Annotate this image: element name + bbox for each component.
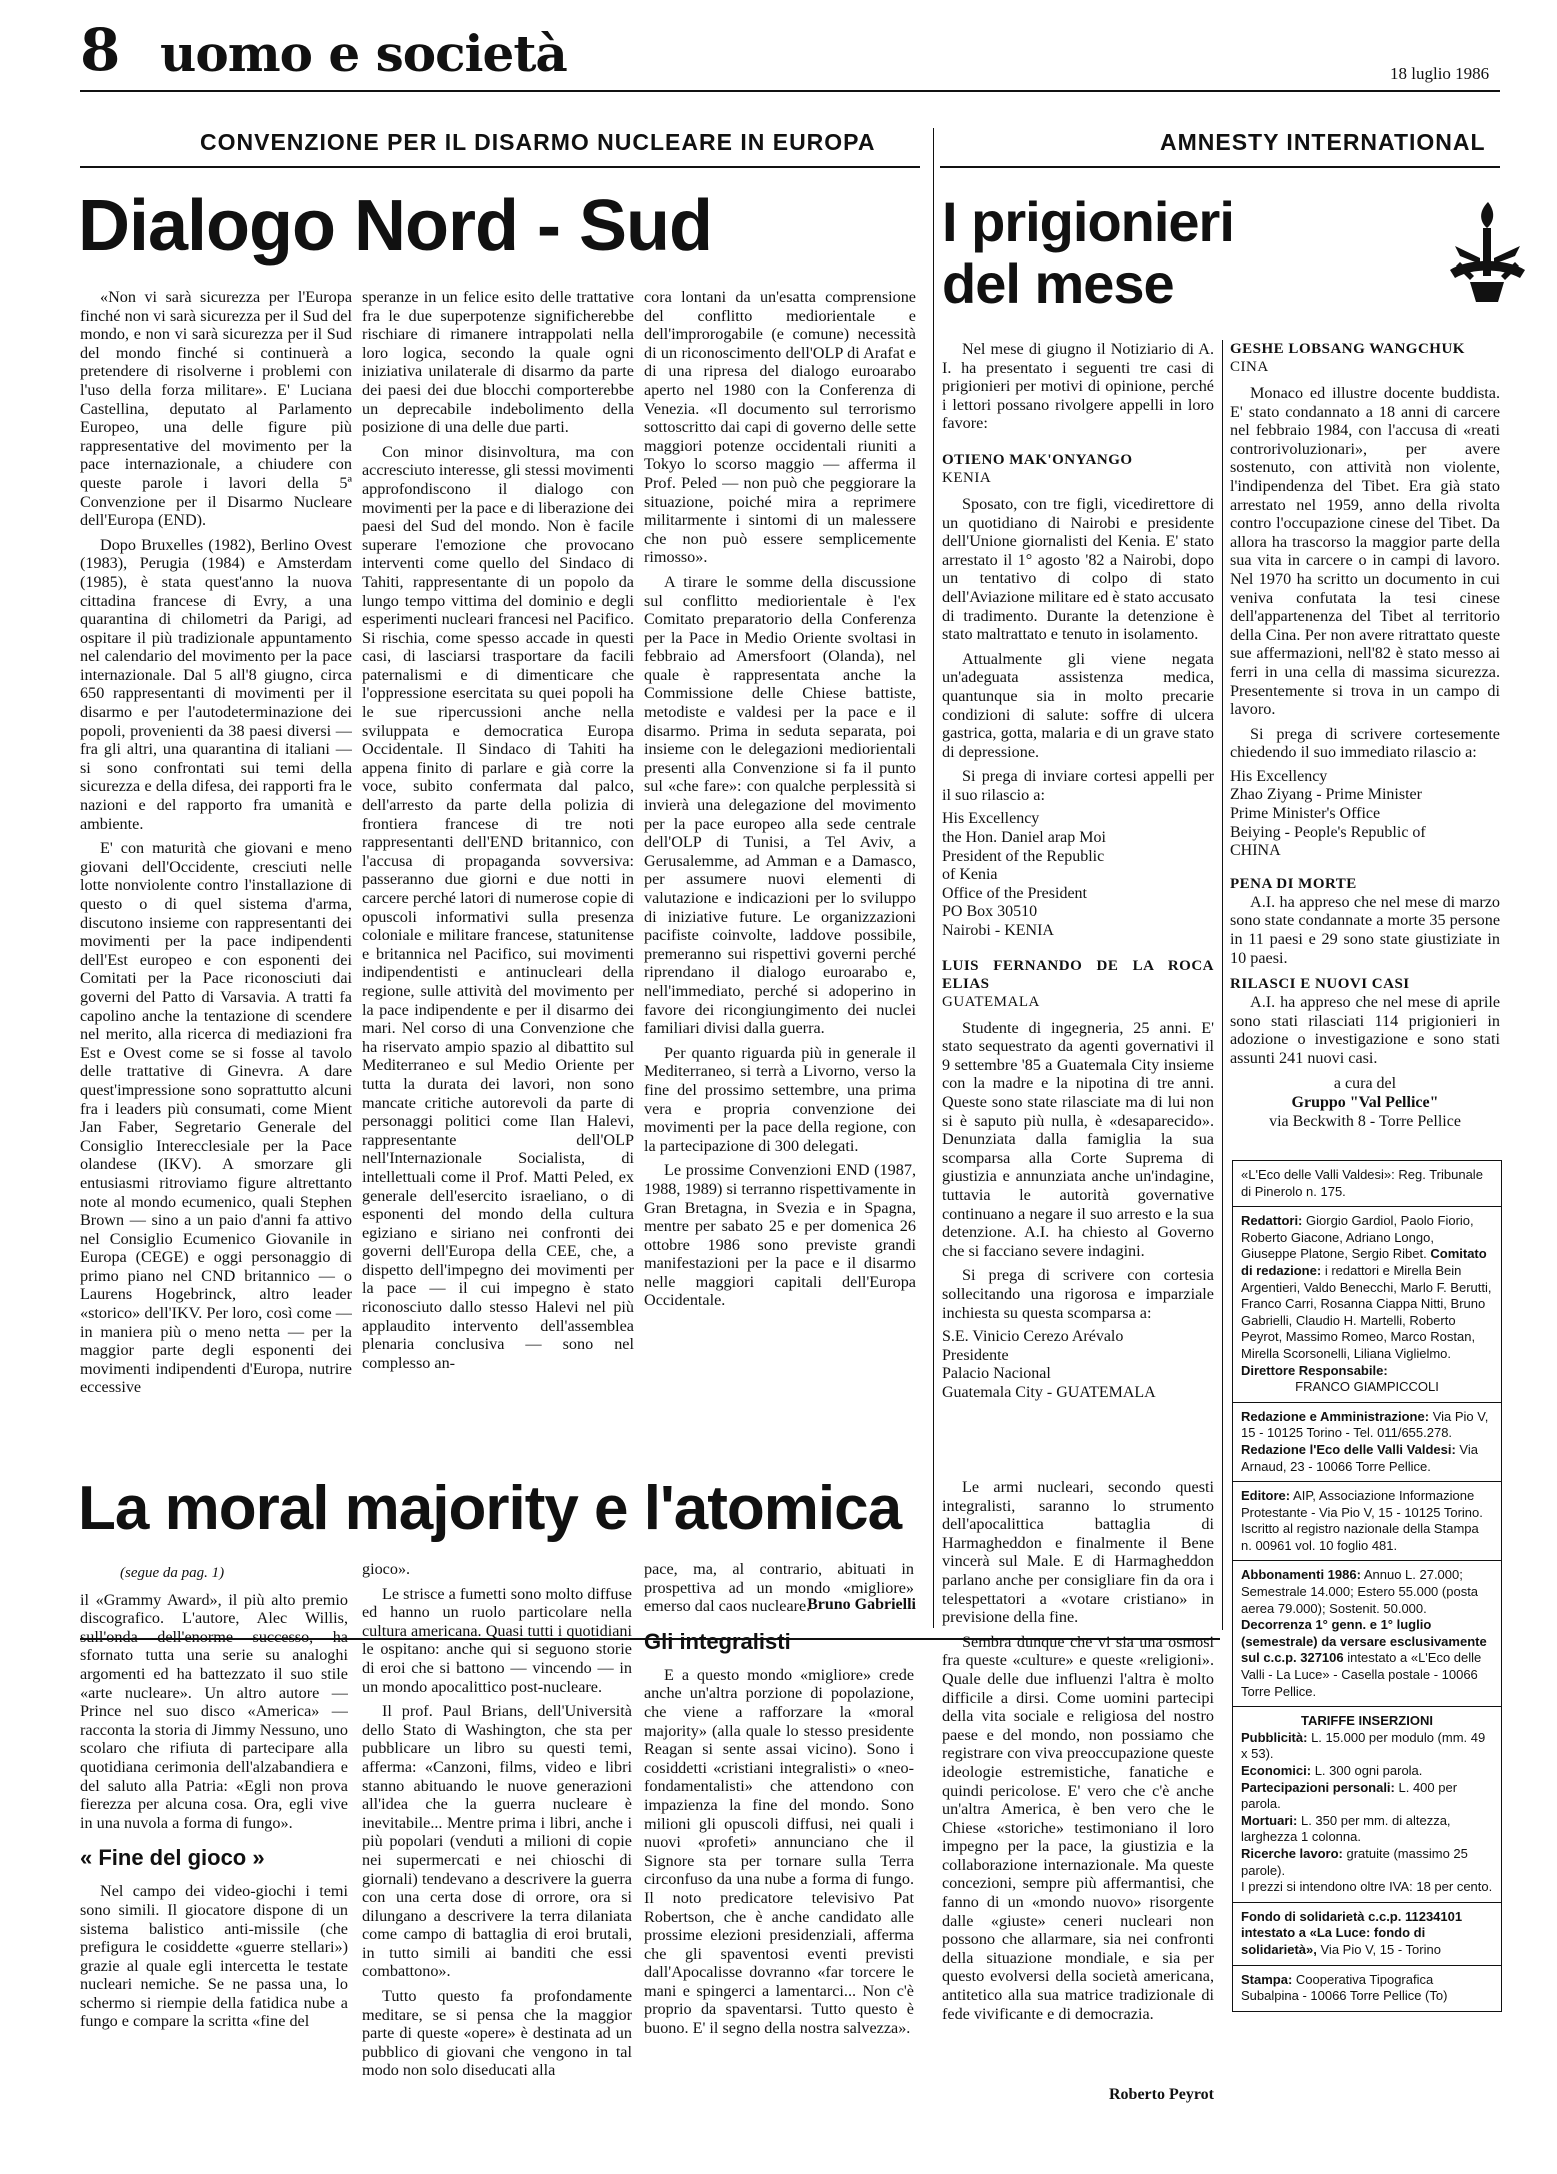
bottom-article-col3 — [644, 1560, 914, 2080]
address-line: Zhao Ziyang - Prime Minister — [1230, 786, 1422, 804]
paragraph: Con minor disinvoltura, ma con accresciuto interesse, gli stessi movimenti approfondiscono il dialogo con movimenti per la pace e di liberazione dei paesi del Sud del mondo. Non è facile superare l'emozione che provocano interventi come quello del Sindaco di Tahiti, rappresentante di un popolo da lungo tempo vittima del dominio e degli esperimenti nucleari francesi nel Pacifico. Si rischia, come spesso accade in questi casi, di lasciarsi trasportare da facili paternalismi e di dimenticare che l'oppressione esercitata su quei popoli ha le sue ripercussioni anche nella sviluppata e democratica Europa Occidentale. Il Sindaco di Tahiti ha appena finito di parlare e già corre la voce, subito confermata dal palco, dell'arresto da parte della polizia di frontiera francese di tre noti rappresentanti dell'END britannico, con l'accusa di propaganda sovversiva: passeranno due giorni e due notti in carcere perché latori di numerose copie di opuscoli informativi sulla presenza coloniale e militare francese, statunitense e britannica nel Pacifico, sui movimenti indipendentisti e antinucleari della regione, sulle attività del movimento per la pace indipendente e per il disarmo dei mari. Nel corso di una Convenzione che ha riservato ampio spazio al dibattito sul Mediterraneo e sul Medio Oriente per tutta la durata dei lavori, non sono mancate critiche autorevoli da parte di personaggi politici come Ilan Halevi, rappresentante dell'OLP nell'Internazionale Socialista, di intellettuali come il Prof. Matti Peled, ex generale dell'esercito israeliano, o di esponenti del mondo della cultura egiziano e siriano nei confronti dei governi dell'Europa della CEE, che, a dispetto dell'impegno dei movimenti per la pace — il cui impegno è stato riconosciuto dallo stesso Halevi nel più applaudito intervento dell'assemblea plenaria conclusiva — sono nel complesso an- — [362, 442, 634, 1372]
paragraph: Le strisce a fumetti sono molto diffuse ed hanno un ruolo particolare nella cultura americana. Quasi tutti i quotidiani le ospitano: anche qui si seguono storie di eroi che si battono — vincendo — in un mondo apocalittico post-nucleare. — [362, 1584, 632, 1696]
right-headline-line1: I prigionieri — [942, 190, 1234, 253]
appeal-address — [1230, 768, 1500, 861]
paragraph: E a questo mondo «migliore» crede anche un'altra porzione di popolazione, che viene a rafforzare la «moral majority» (alla quale lo stesso presidente Reagan si sente assai vicino). Sono i cosiddetti «cristiani integralisti» o «neo-fondamentalisti» che attendono con impazienza la fine del mondo. Sono milioni gli opuscoli diffusi, nei quali i nuovi «profeti» annunciano che il Signore sta per tornare sulla Terra circonfuso da una nube a forma di fungo. Il noto predicatore televisivo Pat Robertson, che è anche candidato alle prossime elezioni presidenziali, afferma che gli spaventosi eventi previsti dall'Apocalisse dovranno «far torcere le mani e spingerci a lamentarci... Non c'è proprio da spaventarsi. Tutto questo è buono. E' il segno della nostra salvezza». — [644, 1665, 914, 2038]
address-line: Office of the President — [942, 884, 1087, 902]
paragraph: il «Grammy Award», il più alto premio discografico. L'autore, Alec Willis, sull'onda dell'enorme successo, ha sfornato tutta una serie su analoghi argomenti ed ha battezzato il suo stile «arte nucleare». Un altro autore — Prince nel suo disco «America» — racconta la storia di Jimmy Nessuno, uno scolaro che rifiuta di partecipare alla quotidiana cerimonia dell'alzabandiera e del saluto alla Patria: «Egli non prova fierezza per alcuna cosa. Ora, egli vive in una nuvola a forma di fungo». — [80, 1590, 348, 1832]
paragraph: Sembra dunque che vi sia una osmosi fra queste «culture» e queste «religioni». Quale delle due influenzi l'altra è molto difficile a dirsi. Come uomini partecipi della vita sociale e religiosa del nostro paese e del mondo, non possiamo che registrare con viva preoccupazione queste ideologie estremistiche, fanatiche e quindi pericolose. E' vero che c'è anche un'altra America, è ben vero che le Chiese «storiche» testimoniano il loro impegno per la pace, la giustizia e la collaborazione internazionale. Ma queste concezioni, sempre più affermantisi, che fanno di un «mondo nuovo» risorgente dalle «giuste» ceneri nucleari non possono che allarmare, sia nei confronti della situazione mondiale, e sia per questo evolversi della società americana, antitetico alla sua matrice tradizionale di fede vivificante e di democrazia. — [942, 1632, 1214, 2023]
right-kicker: AMNESTY INTERNATIONAL — [1160, 129, 1486, 155]
prisoner-location: GUATEMALA — [942, 993, 1040, 1010]
colophon-reg: «L'Eco delle Valli Valdesi»: Reg. Tribunale di Pinerolo n. 175. — [1233, 1161, 1501, 1207]
cura-group: Gruppo "Val Pellice" — [1291, 1093, 1439, 1111]
appeal-address — [942, 810, 1214, 940]
colophon-abbonamenti: Abbonamenti 1986: Annuo L. 27.000; Semestrale 14.000; Estero 55.000 (posta aerea 79.000); Sostenit. 50.000. Decorrenza 1° genn. e 1° luglio (semestrale) da versare esclusivamente sul c.c.p. 327106 intestato a «L'Eco delle Valli - La Luce» - Casella postale - 10066 Torre Pellice. — [1233, 1561, 1501, 1707]
address-line: Prime Minister's Office — [1230, 805, 1381, 823]
address-line: His Excellency — [942, 810, 1040, 828]
amnesty-candle-icon — [1440, 198, 1535, 308]
address-line: Nairobi - KENIA — [942, 922, 1054, 940]
address-line: Palacio Nacional — [942, 1365, 1051, 1383]
colophon-staff: Redattori: Giorgio Gardiol, Paolo Fiorio, Roberto Giacone, Adriano Longo, Giuseppe Platone, Sergio Ribet. Comitato di redazione: i redattori e Mirella Bein Argentieri, Valdo Benecchi, Marlo F. Berutti, Franco Carri, Rosanna Ciappa Nitti, Bruno Gabrielli, Claudio H. Martelli, Roberto Peyrot, Massimo Romeo, Marco Rostan, Mirella Scorsonelli, Liliana Viglielmo. Direttore Responsabile: FRANCO GIAMPICCOLI — [1233, 1207, 1501, 1403]
address-line: Guatemala City - GUATEMALA — [942, 1383, 1156, 1401]
colophon-fondo: Fondo di solidarietà c.c.p. 11234101 intestato a «La Luce: fondo di solidarietà», Via Pio V, 15 - Torino — [1233, 1903, 1501, 1966]
colophon-addresses: Redazione e Amministrazione: Via Pio V, 15 - 10125 Torino - Tel. 011/655.278. Redazione l'Eco delle Valli Valdesi: Via Arnaud, 23 - 10066 Torre Pellice. — [1233, 1403, 1501, 1482]
masthead-rule — [80, 90, 1500, 92]
paragraph: Studente di ingegneria, 25 anni. E' stato sequestrato da agenti governativi il 9 settembre '85 a Guatemala City insieme con la madre e la nipotina di tre anni. Queste sono state rilasciate ma di lui non si è saputo più nulla, è «desaparecido». Denunziata dalla famiglia la sua scomparsa alla Corte Suprema di giustizia e annunziata anche un'indagine, tuttavia le autorità governative continuano a negare il suo arresto e la sua detenzione. A.I. ha chiesto al Governo che si facciano severe indagini. — [942, 1018, 1214, 1260]
issue-date: 18 luglio 1986 — [1390, 64, 1490, 83]
paragraph: Il prof. Paul Brians, dell'Università dello Stato di Washington, che sta per pubblicare un libro su questi temi, afferma: «Canzoni, films, video e libri stanno abituando le nuove generazioni all'idea che la guerra nucleare è inevitabile... Mentre prima i libri, anche i più popolari (venduti a milioni di copie nei supermercati e nei chioschi di giornali) tendevano a descrivere la guerra con una certa dose di orrore, ora si dilungano a descrivere la terra dilaniata come campo di battaglia di eroi brutali, in tutto simili ai banditi che essi combattono». — [362, 1702, 632, 1981]
colophon-editore: Editore: AIP, Associazione Informazione Protestante - Via Pio V, 15 - 10125 Torino. Iscritto al registro nazionale della Stampa n. 00961 vol. 10 foglio 481. — [1233, 1482, 1501, 1561]
subhead-fine-del-gioco: « Fine del gioco » — [80, 1845, 265, 1871]
cura-line: a cura del — [1333, 1074, 1397, 1092]
paragraph: Si prega di inviare cortesi appelli per il suo rilascio a: — [942, 767, 1214, 804]
cura-address: via Beckwith 8 - Torre Pellice — [1269, 1112, 1461, 1130]
address-line: President of the Republic — [942, 847, 1105, 865]
paragraph: Si prega di scrivere cortesemente chiedendo il suo immediato rilascio a: — [1230, 724, 1500, 762]
paragraph: Dopo Bruxelles (1982), Berlino Ovest (1983), Perugia (1984) e Amsterdam (1985), è stata quest'anno la nuova cittadina francese di Evry, a una quarantina di chilometri da Parigi, ad ospitare il più tradizionale appuntamento nel calendario del movimento per la pace internazionale. Dal 5 all'8 giugno, circa 650 rappresentanti di movimenti per il disarmo e per l'autodeterminazione dei popoli, provenienti da 38 paesi diversi — fra gli altri, una quarantina di italiani — si sono confrontati sui temi della sicurezza e della difesa, dei rapporti fra le nazioni e del rapporto fra umanità e ambiente. — [80, 535, 352, 833]
paragraph: pace, ma, al contrario, abituati in prospettiva ad un mondo «migliore» emerso dal caos nucleare. — [644, 1560, 914, 1616]
paragraph: A.I. ha appreso che nel mese di marzo sono state condannate a morte 35 persone in 11 paesi e 29 sono state giustiziate in 10 paesi. — [1230, 892, 1500, 967]
colophon-box — [1232, 1160, 1502, 2012]
paragraph: cora lontani da un'esatta comprensione del conflitto mediorientale e dell'improrogabile (e comune) necessità di un riconoscimento dell'OLP di Arafat e di una ripresa del dialogo euroarabo aperto nel 1980 con la Conferenza di Venezia. «Il documento sul terrorismo sottoscritto dai capi di governo delle sette maggiori potenze occidentali riuniti a Tokyo lo scorso maggio — afferma il Prof. Peled — non può che peggiorare la situazione, poiché mira a reprimere militarmente i sintomi di un malessere che non può essere semplicemente rimosso». — [644, 288, 916, 567]
bottom-byline: Roberto Peyrot — [1109, 2086, 1214, 2103]
left-article-col1 — [80, 288, 352, 1618]
appeal-address — [942, 1328, 1214, 1402]
page-number: 8 — [80, 16, 121, 84]
prisoner-name: OTIENO MAK'ONYANGO — [942, 451, 1133, 468]
bottom-article-col2 — [362, 1560, 632, 2080]
colophon-stampa: Stampa: Cooperativa Tipografica Subalpina - 10066 Torre Pellice (To) — [1241, 1971, 1448, 2004]
paragraph: «Non vi sarà sicurezza per l'Europa finché non vi sarà sicurezza per il Sud del mondo, e non vi sarà sicurezza per il Sud del mondo finché si continuerà a pretendere di risolverne i problemi con l'uso della forza militare». E' Luciana Castellina, deputato al Parlamento Europeo, una delle figure più rappresentative del movimento per la pace internazionale, a chiudere con queste parole i lavori della 5ª Convenzione per il Disarmo Nucleare dell'Europa (END). — [80, 288, 352, 530]
right-article-col-a — [942, 340, 1214, 1630]
column-divider — [933, 128, 934, 1628]
rilasci-title: RILASCI E NUOVI CASI — [1230, 976, 1410, 993]
paragraph: speranze in un felice esito delle trattative fra le due superpotenze significherebbe rischiare di rimanere intrappolati nella loro logica, secondo la quale ogni iniziativa unilaterale di disarmo da parte dei paesi dei due blocchi comporterebbe un deprecabile indebolimento della posizione di una delle due parti. — [362, 288, 634, 437]
bottom-article-col4 — [942, 1478, 1214, 2078]
paragraph: E' con maturità che giovani e meno giovani dell'Occidente, cresciuti nelle lotte nonviolente contro l'installazione di questo o di quel sistema d'arma, discutono insieme con rappresentanti dei movimenti per la pace indipendenti dell'Est europeo e con esponenti dei Comitati per la Pace riconosciuti dai governi del Patto di Varsavia. A tratti fa capolino anche la tentazione di scendere nel merito, alla ricerca di mediazioni fra Est e Ovest come se si fosse al tavolo delle trattative di Ginevra. A dare quest'impressione sono soprattutto alcuni fra i leaders più consumati, come Mient Jan Faber, Segretario Generale del Consiglio Interecclesiale per la Pace olandese (IKV). A smorzare gli entusiasmi ritroviamo figure altrettanto note al mondo ecumenico, quali Stephen Brown — sino a un paio d'anni fa attivo nel Consiglio Ecumenico Giovanile in Europa (CEGE) e oggi personaggio di primo piano nel CND britannico — o Laurens Hogebrinck, altro leader «storico» dell'IKV. Per loro, così come — in maniera più o meno netta — per la maggior parte degli esponenti dei movimenti indipendenti d'Europa, nutrire eccessive — [80, 839, 352, 1397]
address-line: CHINA — [1230, 842, 1281, 860]
prisoner-location: CINA — [1230, 359, 1269, 375]
paragraph: Attualmente gli viene negata un'adeguata assistenza medica, quantunque sia in molto precarie condizioni di salute: soffre di ulcera gastrica, gotta, malaria e di un grave stato di depressione. — [942, 649, 1214, 761]
left-article-col3 — [644, 288, 916, 1588]
intro-paragraph: Nel mese di giugno il Notiziario di A. I. ha presentato i seguenti tre casi di prigionieri per motivi di opinione, perché i lettori possano rivolgere appelli in loro favore: — [942, 340, 1214, 433]
paragraph: Le prossime Convenzioni END (1987, 1988, 1989) si terranno rispettivamente in Gran Bretagna, in Svezia e in Spagna, mentre per sabato 25 e per domenica 26 ottobre 1986 sono previste grandi manifestazioni per la pace e il disarmo nelle maggiori capitali dell'Europa Occidentale. — [644, 1161, 916, 1310]
bottom-article-col1 — [80, 1560, 348, 2080]
column-divider — [1222, 340, 1223, 1630]
prisoner-location: KENIA — [942, 469, 992, 486]
paragraph: gioco». — [362, 1560, 411, 1578]
section-title: uomo e società — [160, 24, 567, 83]
paragraph: A.I. ha appreso che nel mese di aprile sono stati rilasciati 114 prigionieri in adozione o investigazione e sono stati assunti 241 nuovi casi. — [1230, 993, 1500, 1067]
prisoner-name: LUIS FERNANDO DE LA ROCA ELIAS — [942, 957, 1214, 992]
right-kicker-rule — [940, 166, 1500, 168]
address-line: of Kenia — [942, 866, 998, 884]
subhead-integralisti: Gli integralisti — [644, 1628, 791, 1654]
left-byline: Bruno Gabrielli — [807, 1596, 916, 1613]
left-headline: Dialogo Nord - Sud — [78, 186, 712, 266]
paragraph: Tutto questo fa profondamente meditare, se si pensa che la maggior parte di queste «opere» è destinata ad un pubblico di giovani che vengono in tal modo non solo diseducati alla — [362, 1987, 632, 2080]
bottom-headline: La moral majority e l'atomica — [78, 1474, 902, 1543]
left-article-col2 — [362, 288, 634, 1618]
address-line: His Excellency — [1230, 767, 1328, 785]
address-line: S.E. Vinicio Cerezo Arévalo — [942, 1328, 1124, 1346]
right-article-col-b — [1230, 340, 1500, 1140]
continued-note: (segue da pag. 1) — [120, 1565, 225, 1581]
paragraph: A tirare le somme della discussione sul conflitto mediorientale è l'ex Comitato preparatorio della Conferenza per la Pace in Medio Oriente svoltasi in febbraio ad Amersfoort (Olanda), nel quale è rappresentata anche la Commissione delle Chiese battiste, metodiste e valdesi per la pace e il disarmo. Prima in seduta separata, poi insieme con le delegazioni mediorientali presenti alla Convenzione si fa il punto sul «che fare»: con qualche perplessità si invierà una delegazione del movimento per la pace europeo alla sede centrale dell'OLP di Tunisi, a Tel Aviv, a Gerusalemme, ad Amman e a Damasco, per assumere nuovi elementi di valutazione e indicazioni per lo sviluppo di iniziative future. Le organizzazioni pacifiste coinvolte, laddove possibile, premeranno sui rispettivi governi perché riprendano il dialogo euroarabo e, nell'immediato, perché si adoperino in favore dei ricongiungimento dei nuclei familiari divisi dalla guerra. — [644, 572, 916, 1038]
paragraph: Sposato, con tre figli, vicedirettore di un quotidiano di Nairobi e presidente dell'Unione giornalisti del Kenia. E' stato arrestato il 1° agosto '82 a Nairobi, dopo un tentativo di colpo di stato dell'Aviazione militare ed è stato accusato di tradimento. Durante la detenzione è stato maltrattato e tenuto in isolamento. — [942, 494, 1214, 644]
paragraph: Nel campo dei video-giochi i temi sono simili. Il giocatore dispone di un sistema balistico anti-missile (che prefigura le cosiddette «guerre stellari») grazie al quale egli intercetta le testate nucleari nemiche. Se ne passa una, lo schermo si riempie della fatidica nube a fungo e compare la scritta «fine del — [80, 1882, 348, 2031]
colophon-tariffe: TARIFFE INSERZIONI Pubblicità: L. 15.000 per modulo (mm. 49 x 53). Economici: L. 300 ogni parola. Partecipazioni personali: L. 400 per parola. Mortuari: L. 350 per mm. di altezza, larghezza 1 colonna. Ricerche lavoro: gratuite (massimo 25 parole). I prezzi si intendono oltre IVA: 18 per cento. — [1233, 1707, 1501, 1903]
pena-di-morte-title: PENA DI MORTE — [1230, 875, 1357, 892]
address-line: the Hon. Daniel arap Moi — [942, 829, 1106, 847]
paragraph: Le armi nucleari, secondo questi integralisti, saranno lo strumento dell'apocalittica battaglia di Harmagheddon e finalmente il Bene vincerà sul Male. E di Harmagheddon parlano anche per consigliare fin da ora i telespettatori a «votare cristiano» in previsione della fine. — [942, 1478, 1214, 1627]
paragraph: Monaco ed illustre docente buddista. E' stato condannato a 18 anni di carcere nel febbraio 1984, con l'accusa di «reati controrivoluzionari», per avere sostenuto, con attività non violente, l'indipendenza del Tibet. Era già stato arrestato nel 1959, anno della rivolta contro l'occupazione cinese del Tibet. Da allora ha trascorso la maggior parte della sua vita in carcere o in campi di lavoro. Nel 1970 ha scritto un documento in cui veniva confutata la tesi cinese dell'appartenenza del Tibet al territorio della Cina. Per non avere ritrattato queste sue affermazioni, nell'82 è stato messo ai ferri in una cella di massima sicurezza. Presentemente si trova in un campo di lavoro. — [1230, 384, 1500, 719]
curated-by — [1230, 1074, 1500, 1131]
left-kicker: CONVENZIONE PER IL DISARMO NUCLEARE IN EUROPA — [200, 129, 876, 155]
left-kicker-rule — [80, 166, 920, 168]
address-line: Presidente — [942, 1346, 1009, 1364]
prisoner-name: GESHE LOBSANG WANGCHUK — [1230, 341, 1465, 357]
address-line: PO Box 30510 — [942, 903, 1038, 921]
address-line: Beiying - People's Republic of — [1230, 823, 1426, 841]
paragraph: Si prega di scrivere con cortesia sollecitando una rigorosa e imparziale inchiesta su questa scomparsa a: — [942, 1266, 1214, 1322]
right-headline-line2: del mese — [942, 252, 1174, 315]
paragraph: Per quanto riguarda più in generale il Mediterraneo, si terrà a Livorno, verso la fine del prossimo settembre, una prima vera e propria convenzione dei movimenti per la pace della regione, con la partecipazione di 300 delegati. — [644, 1043, 916, 1155]
